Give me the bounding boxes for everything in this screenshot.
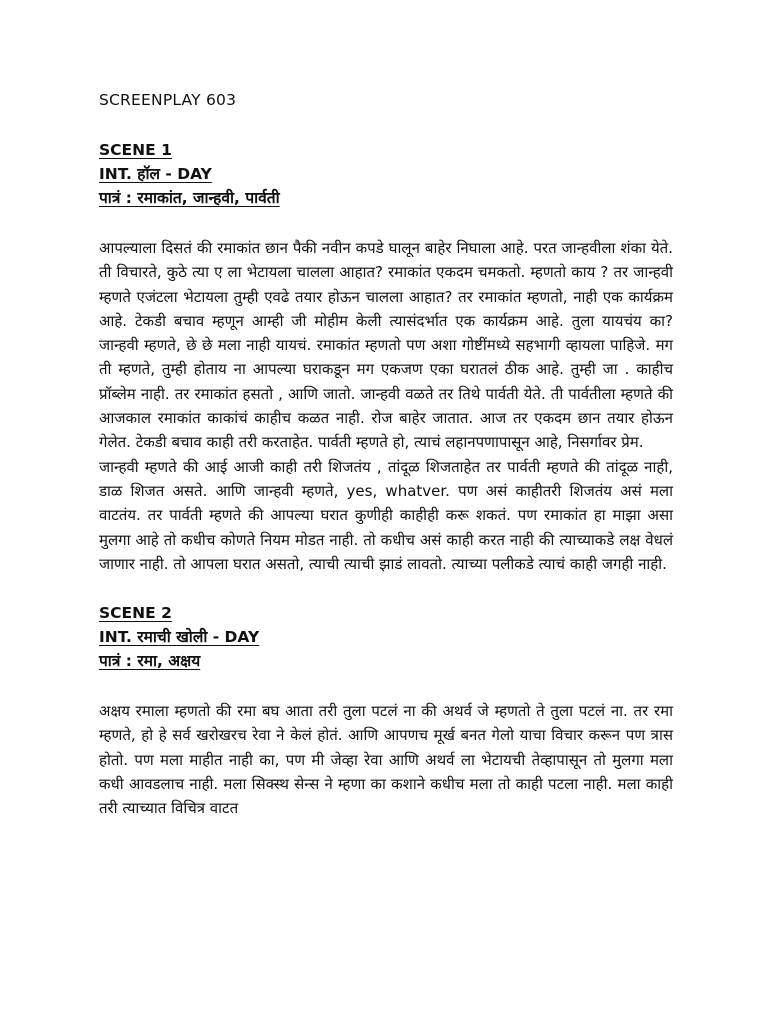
scene-1 <box>99 138 673 576</box>
scene-1-heading: SCENE 1 <box>99 141 172 159</box>
scene-2-paragraph-1: अक्षय रमाला म्हणतो की रमा बघ आता तरी तुला पटलं ना की अथर्व जे म्हणतो ते तुला पटलं ना. तर रमा म्हणते, हो हे सर्व खरोखरच रेवा ने केलं होतं. आणि आपणच मूर्ख बनत गेलो याचा विचार करून पण त्रास होतो. पण मला माहीत नाही का, पण मी जेव्हा रेवा आणि अथर्व ला भेटायची तेव्हापासून तो मुलगा मला कधी आवडलाच नाही. मला सिक्स्थ सेन्स ने म्हणा का कशाने कधीच मला तो काही पटला नाही. मला काही तरी त्याच्यात विचित्र वाटत <box>99 702 673 818</box>
scene-2-heading: SCENE 2 <box>99 604 172 623</box>
document-title: SCREENPLAY 603 <box>99 91 237 109</box>
scene-1-paragraph-2: जान्हवी म्हणते की आई आजी काही तरी शिजतंय , तांदूळ शिजताहेत तर पार्वती म्हणते की तांदूळ नाही, डाळ शिजत असते. आणि जान्हवी म्हणते, yes, whatver. पण असं काहीतरी शिजतंय असं मला वाटतंय. तर पार्वती म्हणते की आपल्या घरात कुणीही काहीही करू शकतं. पण रमाकांत हा माझा असा मुलगा आहे तो कधीच कोणते नियम मोडत नाही. तो कधीच असं काही करत नाही की त्याच्याकडे लक्ष वेधलं जाणार नाही. तो आपला घरात असतो, त्याची त्याची झाडं लावतो. त्याच्या पलीकडे त्याचं काही जगही नाही. <box>99 457 673 573</box>
scene-1-location: INT. हॉल - DAY <box>99 165 212 183</box>
scene-2-location: INT. रमाची खोली - DAY <box>99 628 260 647</box>
scene-1-paragraph-1: आपल्याला दिसतं की रमाकांत छान पैकी नवीन कपडे घालून बाहेर निघाला आहे. परत जान्हवीला शंका येते. ती विचारते, कुठे त्या ए ला भेटायला चालला आहात? रमाकांत एकदम चमकतो. म्हणतो काय ? तर जान्हवी म्हणते एजंटला भेटायला तुम्ही एवढे तयार होऊन चालला आहात? तर रमाकांत म्हणतो, नाही एक कार्यक्रम आहे. टेकडी बचाव म्हणून आम्ही जी मोहीम केली त्यासंदर्भात एक कार्यक्रम आहे. तुला यायचंय का? जान्हवी म्हणते, छे छे मला नाही यायचं. रमाकांत म्हणतो पण अशा गोष्टींमध्ये सहभागी व्हायला पाहिजे. मग ती म्हणते, तुम्ही होताय ना आपल्या घराकडून मग एकजण एका घरातलं ठीक आहे. तुम्ही जा . काहीच प्रॉब्लेम नाही. तर रमाकांत हसतो , आणि जातो. जान्हवी वळते तर तिथे पार्वती येते. ती पार्वतीला म्हणते की आजकाल रमाकांत काकांचं काहीच कळत नाही. रोज बाहेर जातात. आज तर एकदम छान तयार होऊन गेलेत. टेकडी बचाव काही तरी करताहेत. पार्वती म्हणते हो, त्याचं लहानपणापासून आहे, निसर्गावर प्रेम. <box>99 239 673 452</box>
scene-2 <box>99 601 673 820</box>
scene-2-characters: पात्रं : रमा, अक्षय <box>99 652 201 671</box>
document-page <box>99 88 673 821</box>
scene-1-characters: पात्रं : रमाकांत, जान्हवी, पार्वती <box>99 189 280 207</box>
